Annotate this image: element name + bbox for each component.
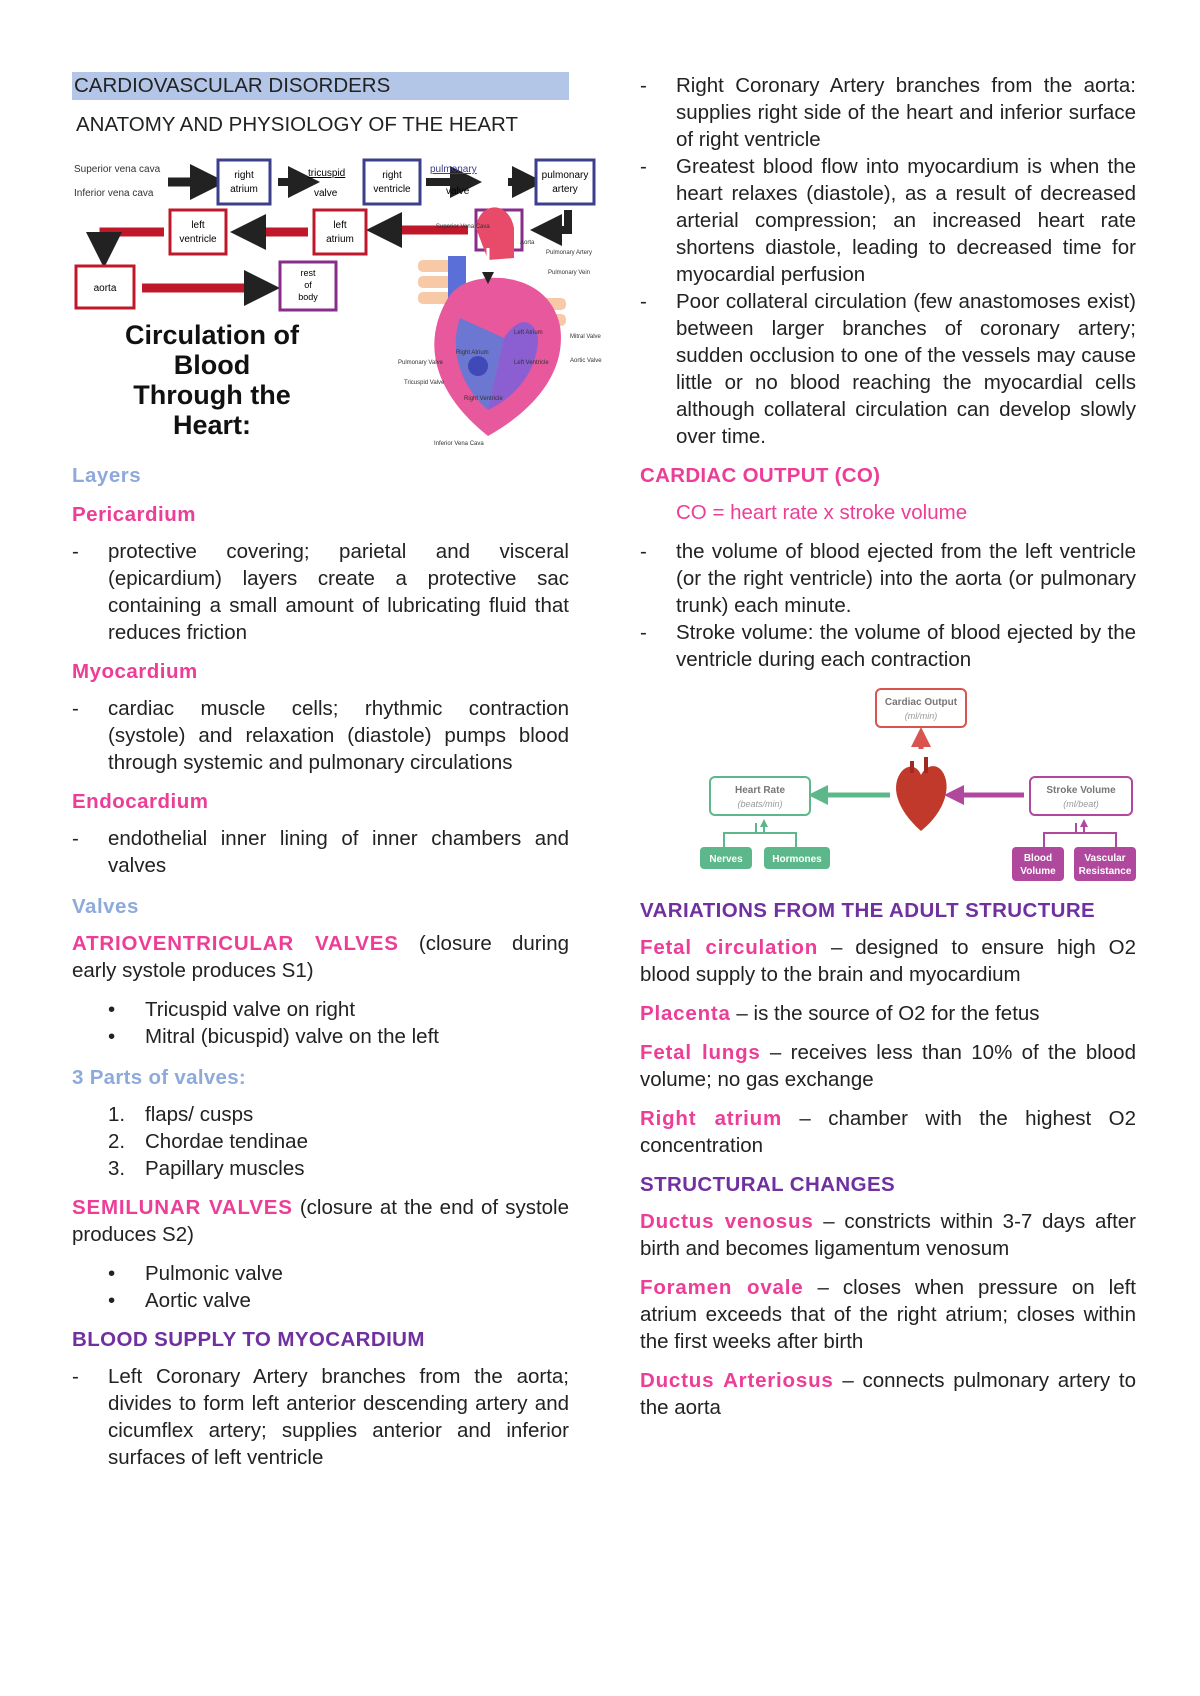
structural-item: Ductus venosus – constricts within 3-7 days after birth and becomes ligamentum venosum <box>640 1210 1137 1260</box>
svg-text:right: right <box>382 170 402 181</box>
svg-text:Heart Rate: Heart Rate <box>734 785 786 796</box>
cardiac-output-diagram <box>640 685 1136 885</box>
blood-supply-heading: BLOOD SUPPLY TO MYOCARDIUM <box>72 1328 425 1351</box>
svg-text:Pulmonary Valve: Pulmonary Valve <box>398 360 443 366</box>
svg-text:Volume: Volume <box>1020 866 1056 877</box>
svg-text:Hormones: Hormones <box>772 854 822 865</box>
vascular-resistance-box <box>1074 847 1136 881</box>
fig-label-tricuspid <box>308 168 345 199</box>
svg-text:Superior Vena Cava: Superior Vena Cava <box>436 224 490 230</box>
svg-text:valve: valve <box>314 188 338 199</box>
pericardium-text: - protective covering; parietal and visceral (epicardium) layers create a protective sac containing a small amount of lubricating fluid that reduces friction <box>72 538 569 646</box>
svg-text:Pulmonary Vein: Pulmonary Vein <box>548 270 591 276</box>
svg-text:Mitral Valve: Mitral Valve <box>570 334 601 340</box>
document-title: CARDIOVASCULAR DISORDERS <box>72 72 569 100</box>
hormones-box <box>764 847 830 869</box>
list-item: - Left Coronary Artery branches from the aorta; divides to form left anterior descending artery and cicumflex artery; supplies anterior and inferior surfaces of left ventricle <box>72 1363 569 1471</box>
svg-text:tricuspid: tricuspid <box>308 168 346 179</box>
svg-text:ventricle: ventricle <box>373 184 411 195</box>
list-item: - the volume of blood ejected from the left ventricle (or the right ventricle) into the aorta (or pulmonary trunk) each minute. <box>640 538 1136 619</box>
av-valves-desc: (closure during early systole produces S1) <box>72 932 569 982</box>
svg-text:Through the: Through the <box>133 380 291 410</box>
nerves-box <box>700 847 752 869</box>
myocardium-text: - cardiac muscle cells; rhythmic contraction (systole) and relaxation (diastole) pumps blood through systemic and pulmonary circulations <box>72 695 569 776</box>
sv-box <box>1030 777 1132 815</box>
list-item: • Aortic valve <box>72 1287 569 1314</box>
fig-box-rest-of-body <box>280 262 336 310</box>
svg-text:Heart:: Heart: <box>172 410 252 440</box>
svg-text:Blood: Blood <box>173 350 251 380</box>
svg-text:of: of <box>304 280 312 290</box>
svg-text:(ml/min): (ml/min) <box>904 711 938 721</box>
list-item: 3. Papillary muscles <box>108 1157 305 1180</box>
variation-item: Placenta – is the source of O2 for the fetus <box>640 1002 1040 1025</box>
structural-item: Foramen ovale – closes when pressure on left atrium exceeds that of the right atrium; closes within the first weeks after birth <box>640 1276 1136 1353</box>
fig-label-svc: Superior vena cava <box>74 164 161 175</box>
svg-text:Left Atrium: Left Atrium <box>514 330 543 336</box>
circulation-figure <box>68 148 608 448</box>
svg-text:Stroke Volume: Stroke Volume <box>1046 785 1116 796</box>
svg-text:ventricle: ventricle <box>179 234 217 245</box>
svg-text:(ml/beat): (ml/beat) <box>1063 799 1099 809</box>
myocardium-heading: Myocardium <box>72 660 198 683</box>
hr-box <box>710 777 810 815</box>
valves-heading: Valves <box>72 895 139 918</box>
variation-item: Fetal circulation – designed to ensure high O2 blood supply to the brain and myocardium <box>640 936 1136 986</box>
fig-box-left-atrium <box>314 210 366 254</box>
svg-text:pulmonary: pulmonary <box>430 164 477 175</box>
list-item: 2. Chordae tendinae <box>108 1130 308 1153</box>
fig-box-right-atrium <box>218 160 270 204</box>
list-item: 1. flaps/ cusps <box>108 1103 254 1126</box>
svg-text:Right Ventricle: Right Ventricle <box>464 396 503 402</box>
svg-text:Blood: Blood <box>1023 853 1053 864</box>
fig-caption <box>125 320 300 440</box>
endocardium-heading: Endocardium <box>72 790 209 813</box>
sl-valves-term: SEMILUNAR VALVES <box>72 1196 293 1219</box>
svg-text:Nerves: Nerves <box>709 854 743 865</box>
structural-item: Ductus Arteriosus – connects pulmonary artery to the aorta <box>640 1369 1137 1419</box>
pericardium-heading: Pericardium <box>72 503 196 526</box>
svg-text:Resistance: Resistance <box>1078 866 1132 877</box>
variation-item: Fetal lungs – receives less than 10% of the blood volume; no gas exchange <box>640 1041 1136 1091</box>
svg-text:left: left <box>333 220 347 231</box>
svg-text:aorta: aorta <box>93 283 117 294</box>
svg-text:rest: rest <box>300 268 316 278</box>
section-subtitle: ANATOMY AND PHYSIOLOGY OF THE HEART <box>76 113 519 136</box>
svg-text:right: right <box>234 170 254 181</box>
fig-box-left-ventricle <box>170 210 226 254</box>
av-valves-term: ATRIOVENTRICULAR VALVES <box>72 932 399 955</box>
svg-text:Left Ventricle: Left Ventricle <box>514 360 549 366</box>
svg-text:Vascular: Vascular <box>1084 853 1126 864</box>
sl-valves-desc: (closure at the end of systole produces S2) <box>72 1196 569 1246</box>
cardiac-output-formula: CO = heart rate x stroke volume <box>676 501 968 524</box>
fig-label-ivc: Inferior vena cava <box>74 188 154 199</box>
svg-text:artery: artery <box>552 184 578 195</box>
list-item: - Greatest blood flow into myocardium is when the heart relaxes (diastole), as a result of decreased arterial compression; an increased heart rate shortens diastole, leading to decreased time for myocardial perfusion <box>640 153 1136 288</box>
svg-text:Right Atrium: Right Atrium <box>456 350 489 356</box>
svg-text:Tricuspid Valve: Tricuspid Valve <box>404 380 445 386</box>
svg-text:valve: valve <box>446 186 470 197</box>
svg-text:Pulmonary Artery: Pulmonary Artery <box>546 250 593 256</box>
svg-text:left: left <box>191 220 205 231</box>
list-item: - Stroke volume: the volume of blood ejected by the ventricle during each contraction <box>640 619 1136 673</box>
left-column <box>72 72 602 1483</box>
svg-text:Circulation of: Circulation of <box>125 320 299 350</box>
sl-valves-paragraph <box>72 1194 569 1248</box>
variation-item: Right atrium – chamber with the highest O2 concentration <box>640 1107 1136 1157</box>
svg-text:pulmonary: pulmonary <box>541 170 589 181</box>
svg-text:Aorta: Aorta <box>520 240 535 246</box>
fig-box-pulmonary-artery <box>536 160 594 204</box>
svg-text:(beats/min): (beats/min) <box>737 799 783 809</box>
blood-volume-box <box>1012 847 1064 881</box>
layers-heading: Layers <box>72 464 142 487</box>
svg-text:body: body <box>298 292 318 302</box>
structural-changes-heading: STRUCTURAL CHANGES <box>640 1173 896 1196</box>
heart-icon <box>896 757 947 831</box>
svg-text:Cardiac Output: Cardiac Output <box>884 697 958 708</box>
svg-text:Inferior Vena Cava: Inferior Vena Cava <box>434 441 484 447</box>
av-valves-paragraph <box>72 930 569 984</box>
cardiac-output-heading: CARDIAC OUTPUT (CO) <box>640 464 881 487</box>
fig-box-aorta <box>76 266 134 308</box>
svg-text:atrium: atrium <box>230 184 258 195</box>
variations-heading: VARIATIONS FROM THE ADULT STRUCTURE <box>640 899 1096 922</box>
svg-text:Aortic Valve: Aortic Valve <box>570 358 602 364</box>
list-item: • Pulmonic valve <box>72 1260 569 1287</box>
list-item: - Right Coronary Artery branches from the aorta: supplies right side of the heart and inferior surface of right ventricle <box>640 72 1136 153</box>
list-item: • Mitral (bicuspid) valve on the left <box>72 1023 569 1050</box>
endocardium-text: - endothelial inner lining of inner chambers and valves <box>72 825 569 879</box>
right-column <box>640 72 1136 1433</box>
list-item: • Tricuspid valve on right <box>72 996 569 1023</box>
svg-text:atrium: atrium <box>326 234 354 245</box>
list-item: - Poor collateral circulation (few anastomoses exist) between larger branches of coronary artery; sudden occlusion to one of the vessels may cause little or no blood reaching the myocardial cells although collateral circulation can develop slowly over time. <box>640 288 1136 450</box>
fig-box-right-ventricle <box>364 160 420 204</box>
valve-parts-heading: 3 Parts of valves: <box>72 1066 247 1089</box>
co-box <box>876 689 966 727</box>
